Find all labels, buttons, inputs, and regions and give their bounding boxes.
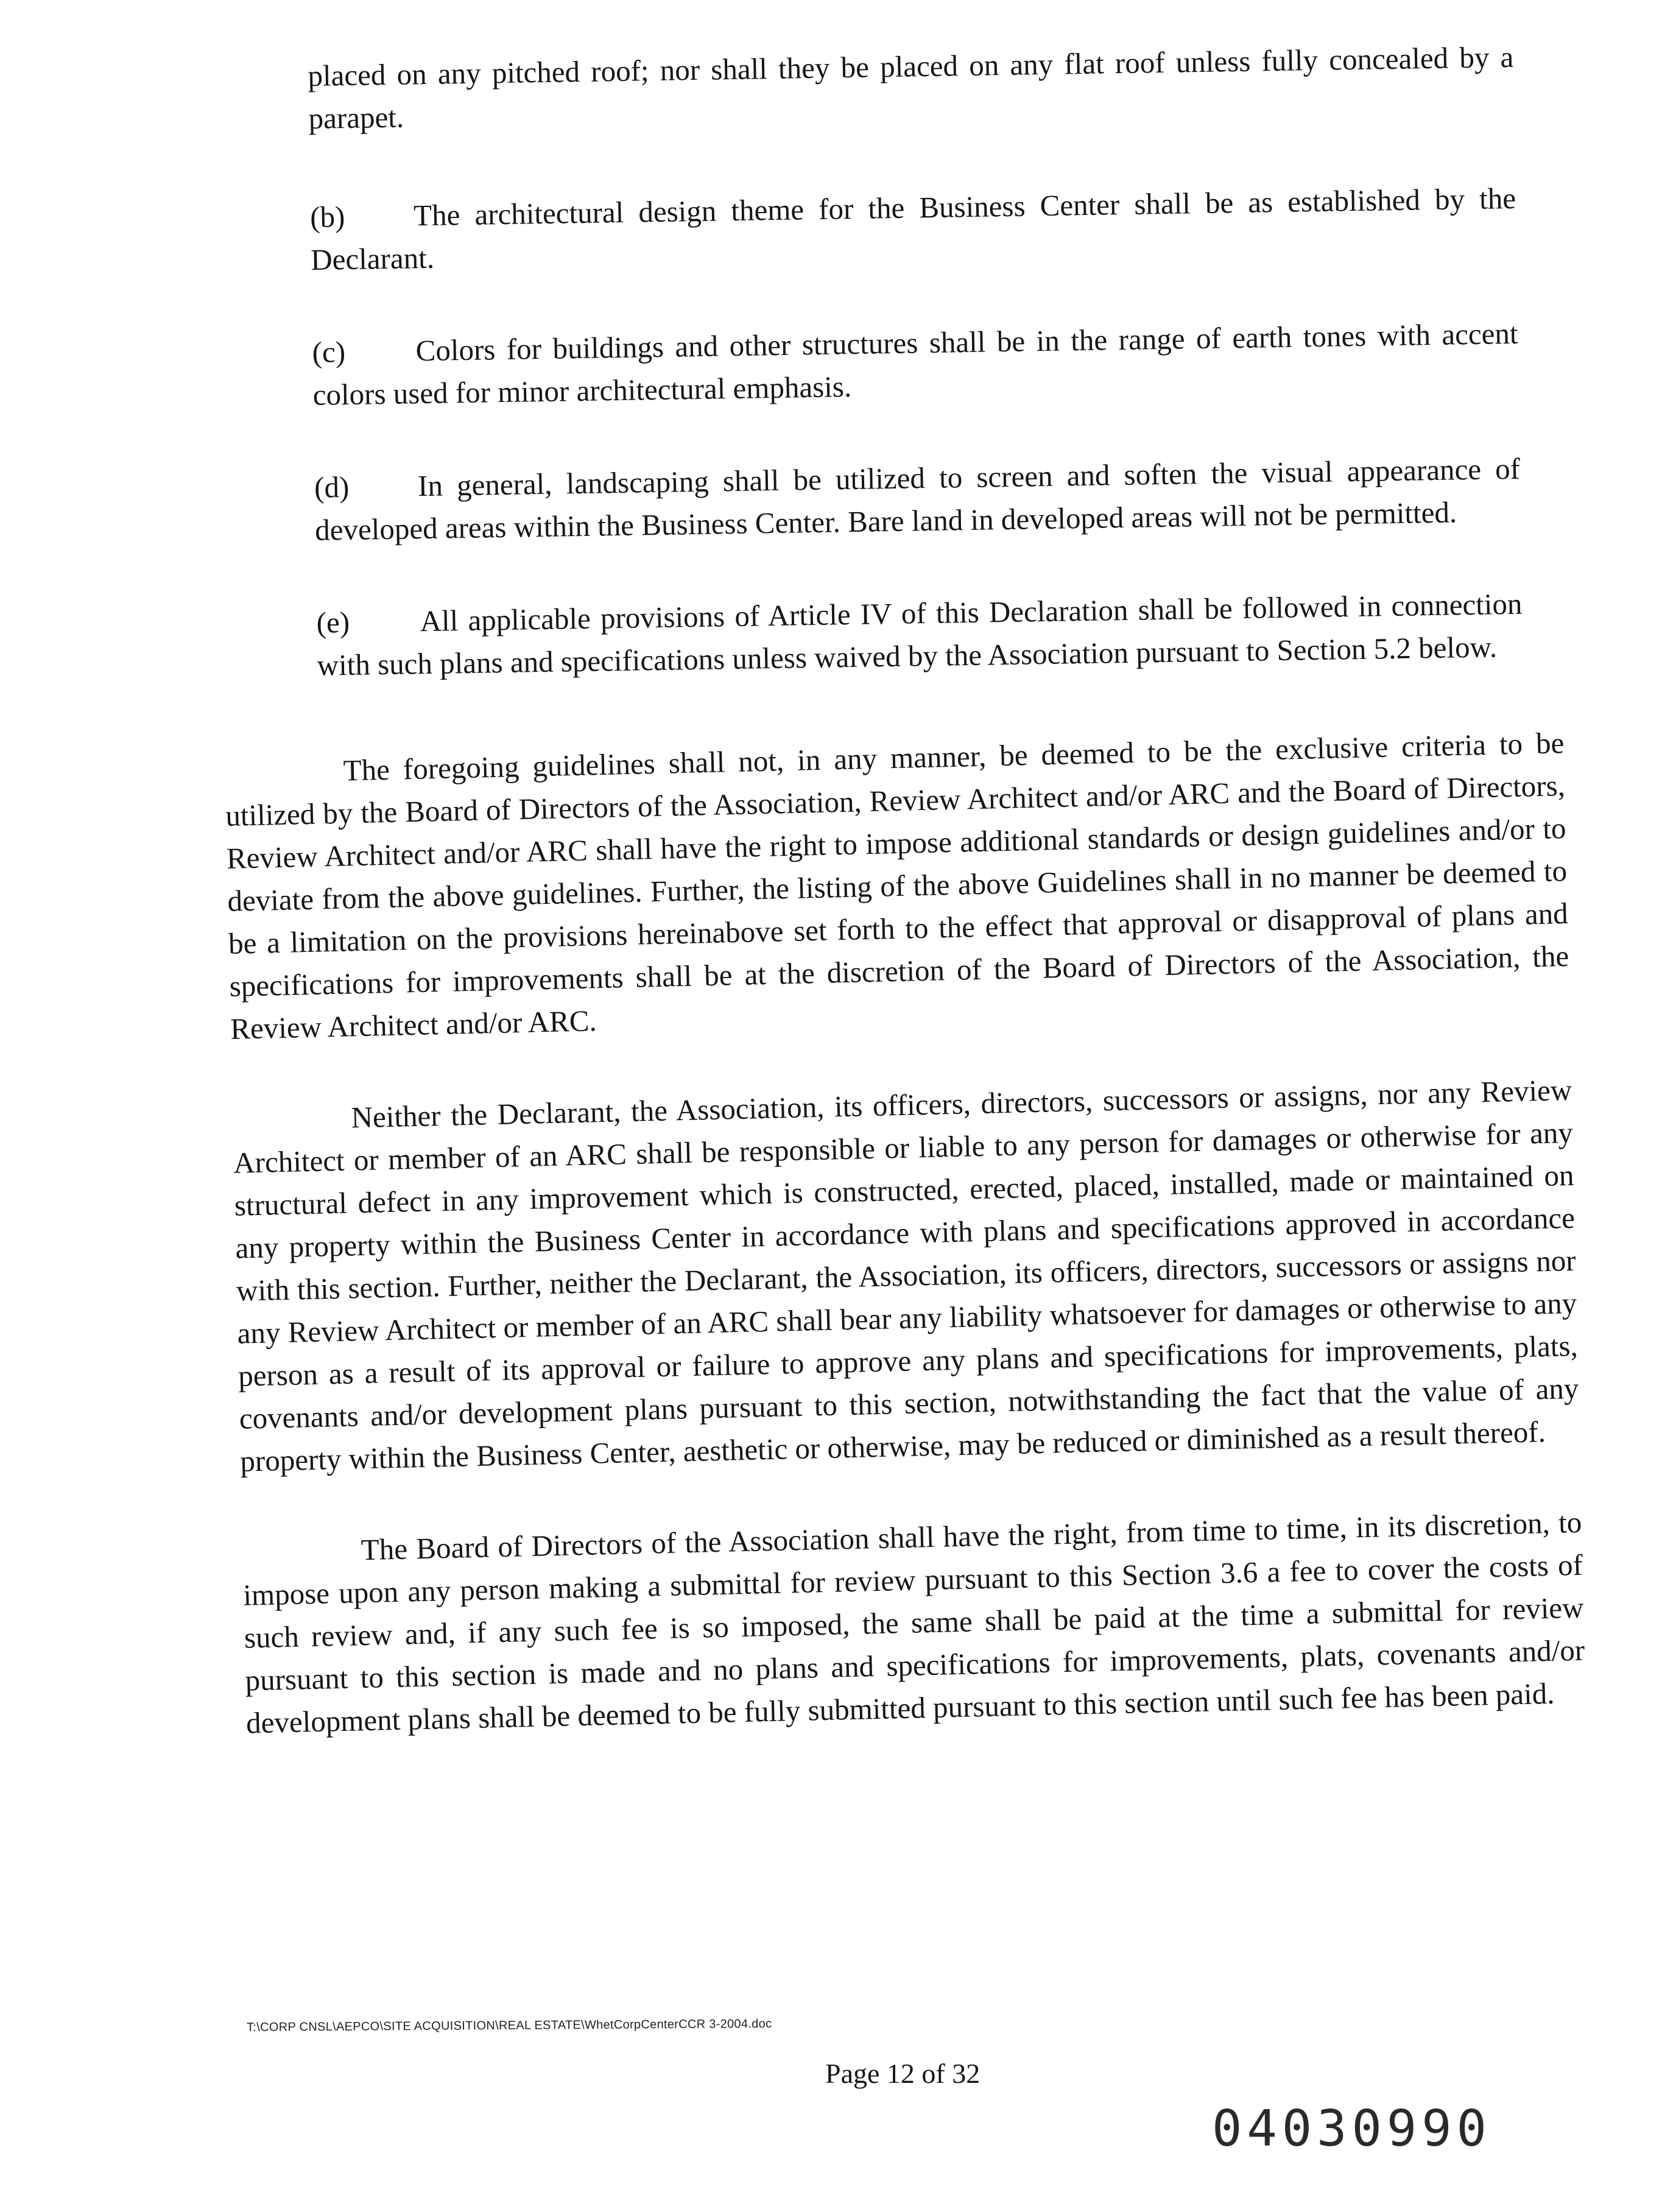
- body-paragraphs: [224, 722, 1587, 1793]
- guideline-item-d: [314, 448, 1521, 552]
- guideline-label: (b): [309, 200, 345, 234]
- guideline-continuation: [308, 36, 1515, 140]
- guideline-list: [308, 36, 1524, 737]
- guideline-label: (e): [316, 605, 350, 639]
- guideline-text: Colors for buildings and other structures shall be in the range of earth tones with accent colors used for minor architectural emphasis.: [312, 316, 1518, 412]
- guideline-item-e: [316, 583, 1523, 687]
- paragraph-review-fee: The Board of Directors of the Association shall have the right, from time to time, in its discretion, to impose upon any person making a submittal for review pursuant to this Section 3.6 a fee to cover the costs of such review and, if any such fee is so imposed, the same shall be paid at the time a submittal for review pursuant to this section is made and no plans and specifications for improvements, plats, covenants and/or development plans shall be deemed to be fully submitted pursuant to this section until such fee has been paid.: [242, 1505, 1585, 1740]
- guideline-text: placed on any pitched roof; nor shall they be placed on any flat roof unless fully concealed by a parapet.: [308, 40, 1514, 135]
- page-number: Page 12 of 32: [825, 2058, 981, 2089]
- guideline-label: (c): [312, 335, 346, 369]
- guideline-text: All applicable provisions of Article IV of this Declaration shall be followed in connection with such plans and specifications unless waived by the Association pursuant to Section 5.2 below.: [317, 586, 1523, 682]
- guideline-text: In general, landscaping shall be utilized to screen and soften the visual appearance of developed areas within the Business Center. Bare land in developed areas will not be permitted.: [314, 451, 1521, 547]
- guideline-text: The architectural design theme for the Business Center shall be as established by the Declarant.: [310, 181, 1516, 276]
- guideline-item-b: [310, 177, 1517, 281]
- document-stamp-number: 04030990: [1212, 2100, 1491, 2158]
- guideline-item-c: [312, 312, 1519, 417]
- footer-file-path: T:\CORP CNSL\AEPCO\SITE ACQUISITION\REAL ESTATE\WhetCorpCenterCCR 3-2004.doc: [247, 2017, 772, 2034]
- guideline-label: (d): [314, 470, 350, 504]
- paragraph-guidelines-not-exclusive: The foregoing guidelines shall not, in any manner, be deemed to be the exclusive criteria to be utilized by the Board of Directors of the Association, Review Architect and/or ARC and the Board of Directors, Review Architect and/or ARC shall have the right to impose additional standards or design guidelines and/or to deviate from the above guidelines. Further, the listing of the above Guidelines shall in no manner be deemed to be a limitation on the provisions hereinabove set forth to the effect that approval or disapproval of plans and specifications for improvements shall be at the discretion of the Board of Directors of the Association, the Review Architect and/or ARC.: [225, 726, 1569, 1046]
- paragraph-liability-disclaimer: Neither the Declarant, the Association, its officers, directors, successors or assigns, nor any Review Architect or member of an ARC shall be responsible or liable to any person for damages or otherwise for any structural defect in any improvement which is constructed, erected, placed, installed, made or maintained on any property within the Business Center in accordance with plans and specifications approved in accordance with this section. Further, neither the Declarant, the Association, its officers, directors, successors or assigns nor any Review Architect or member of an ARC shall bear any liability whatsoever for damages or otherwise to any person as a result of its approval or failure to approve any plans and specifications for improvements, plats, covenants and/or development plans pursuant to this section, notwithstanding the fact that the value of any property within the Business Center, aesthetic or otherwise, may be reduced or diminished as a result thereof.: [233, 1073, 1579, 1478]
